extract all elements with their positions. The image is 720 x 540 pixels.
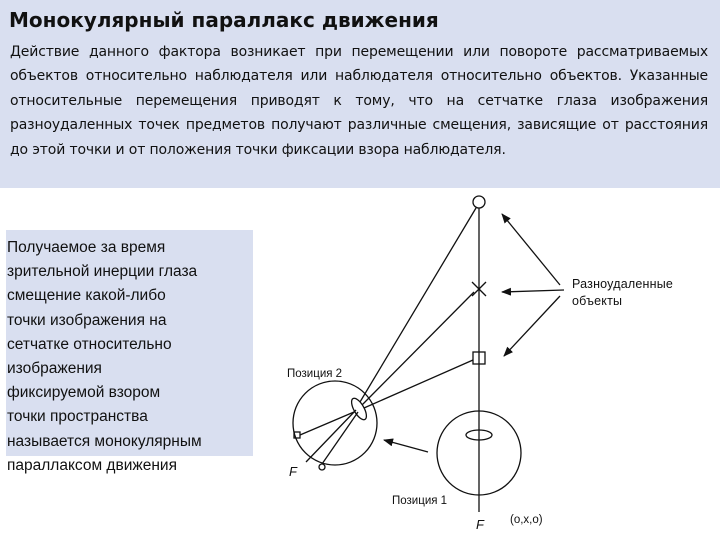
motion-arrow: [384, 440, 428, 452]
definition-line: называется монокулярным: [7, 432, 202, 450]
ray-middle-object: [362, 292, 474, 405]
position-1-label: Позиция 1: [392, 495, 448, 507]
position-2-label: Позиция 2: [287, 368, 343, 380]
definition-line: точки изображения на: [7, 311, 167, 329]
origin-label: (o,x,o): [510, 514, 543, 526]
definition-line: зрительной инерции глаза: [7, 263, 198, 281]
ray-to-retina-circle: [322, 412, 358, 464]
ray-far-object: [360, 208, 476, 402]
retina-point-circle: [319, 464, 325, 470]
definition-line: точки пространства: [7, 408, 148, 426]
definition-line: фиксируемой взором: [7, 384, 161, 402]
definition-line: Получаемое за время: [7, 239, 166, 256]
definition-line: смещение какой-либо: [7, 287, 166, 305]
definition-line: параллаксом движения: [7, 456, 177, 474]
ray-to-fovea: [306, 410, 356, 462]
description-paragraph: Действие данного фактора возникает при перемещении или повороте рассматриваемых объектов относительно наблюдателя или наблюдателя относительно объектов. Указанные относительные перемещения приводят к тому, что на сетчатке глаза изображения разноудаленных точек предметов получают различные смещения, зависящие от расстояния до этой точки и от положения точки фиксации взора наблюдателя.: [10, 44, 708, 158]
objects-label: [572, 276, 673, 310]
definition-line: изображения: [7, 360, 102, 378]
far-object-circle: [473, 196, 485, 208]
objects-label-line: объекты: [572, 294, 623, 308]
ray-to-retina-square: [300, 412, 354, 435]
objects-label-line: Разноудаленные: [572, 277, 674, 291]
slide-title: Монокулярный параллакс движения: [9, 8, 439, 32]
definition-line: сетчатке относительно: [7, 335, 172, 353]
fovea-label-position-1: F: [476, 517, 484, 532]
arrow-to-far-object: [502, 214, 560, 285]
arrow-to-middle-object: [502, 290, 564, 292]
fovea-label-position-2: F: [289, 464, 297, 479]
arrow-to-near-object: [504, 296, 560, 356]
